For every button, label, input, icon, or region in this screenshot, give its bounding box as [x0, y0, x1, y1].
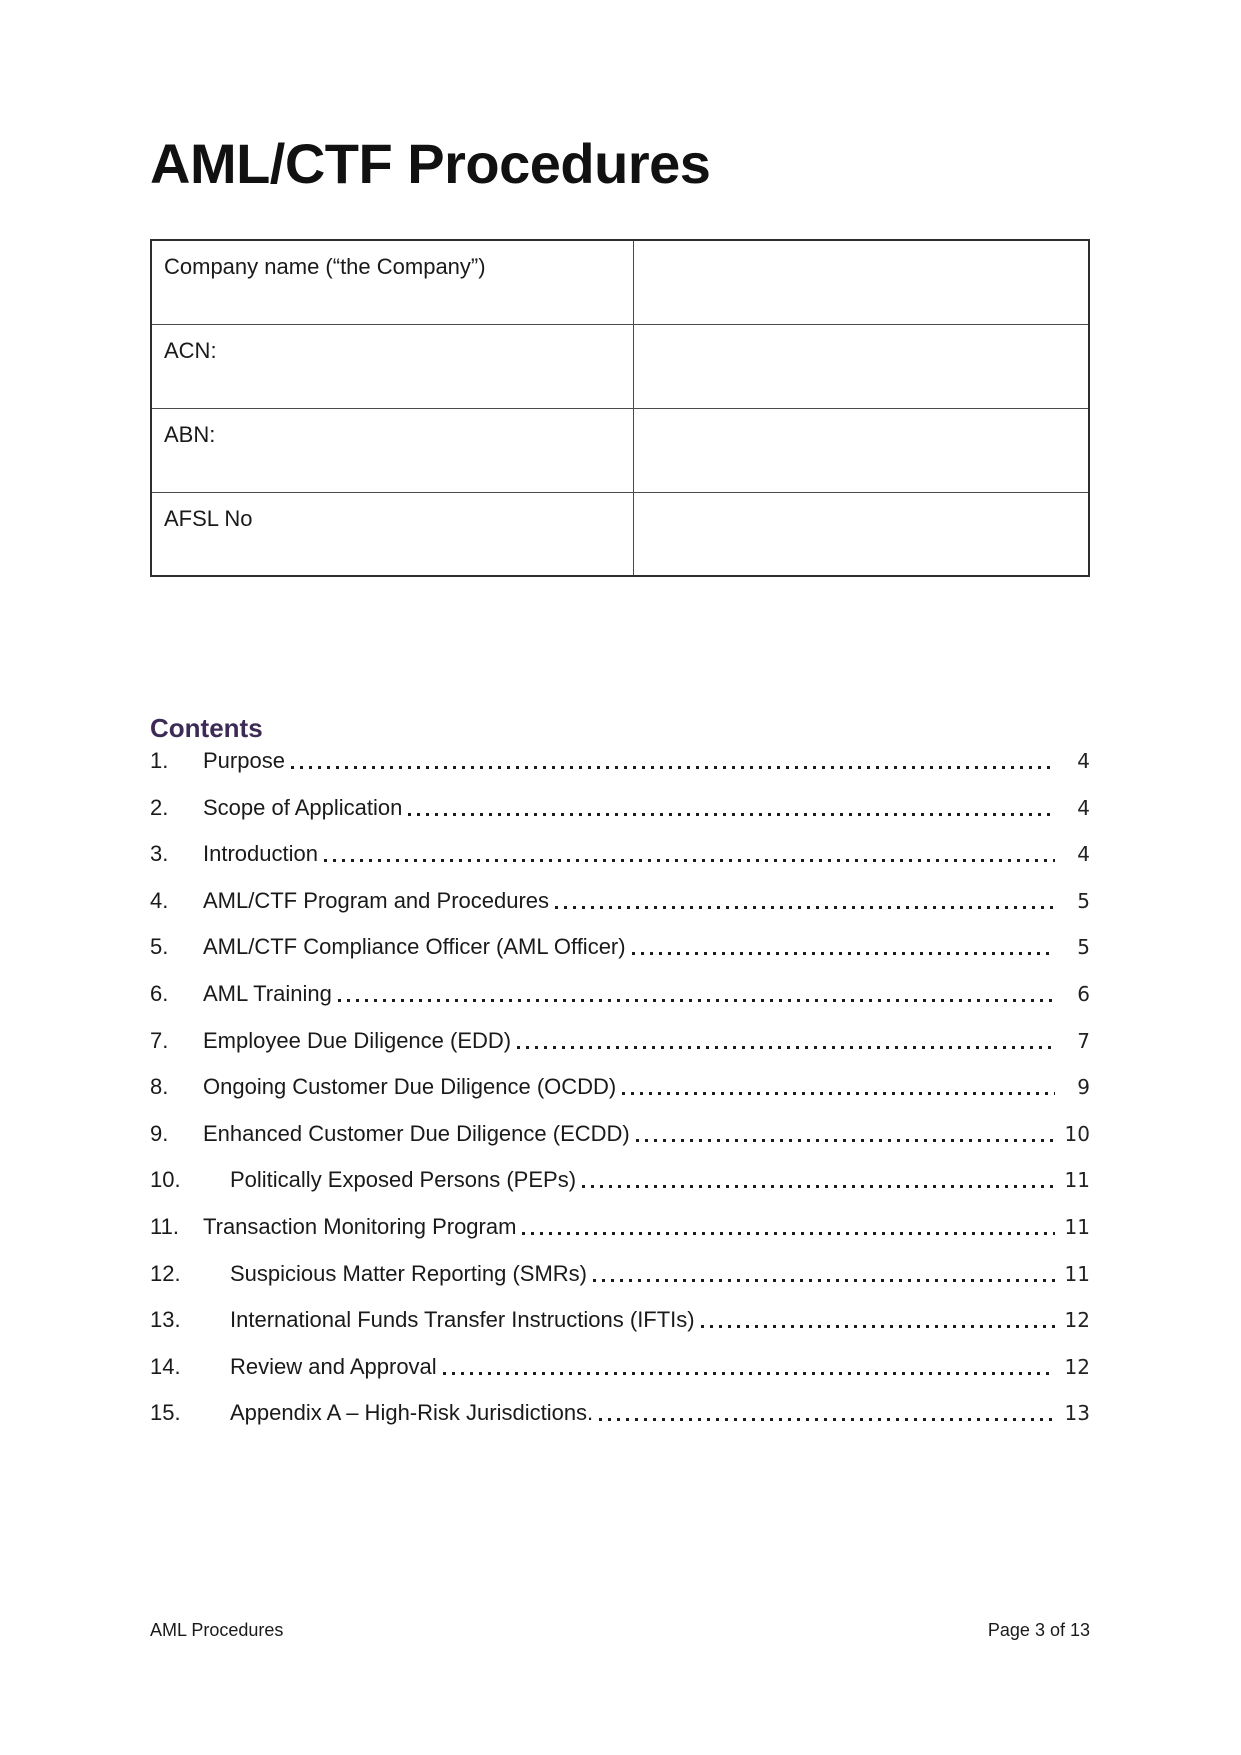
toc-dot-leader: [522, 1214, 1055, 1240]
toc-item[interactable]: [150, 1261, 1090, 1287]
toc-item[interactable]: [150, 1307, 1090, 1333]
toc-item-title: Appendix A – High-Risk Jurisdictions.: [230, 1400, 594, 1426]
toc-item-page: 9: [1077, 1075, 1090, 1100]
toc-dot-leader: [636, 1121, 1055, 1147]
info-table-label: ACN:: [164, 337, 217, 363]
toc-item-number: 2.: [150, 794, 169, 820]
toc-item[interactable]: [150, 748, 1090, 774]
toc-item-number: 11.: [150, 1213, 179, 1239]
toc-item-title: AML Training: [203, 980, 332, 1006]
info-table-value-cell: [633, 324, 1089, 408]
footer-document-name: AML Procedures: [150, 1620, 284, 1640]
toc-item-page: 5: [1077, 935, 1090, 960]
info-table-row: [151, 408, 1089, 492]
toc-item[interactable]: [150, 1074, 1090, 1100]
footer-page-number: Page 3 of 13: [987, 1620, 1090, 1640]
toc-dot-leader: [443, 1354, 1055, 1380]
info-table-label: Company name (“the Company”): [164, 254, 486, 279]
toc-item-page: 11: [1064, 1214, 1090, 1239]
info-table-label: ABN:: [164, 421, 216, 447]
company-info-table: [150, 239, 1090, 577]
page-footer: [150, 1620, 1090, 1641]
toc-item-page: 5: [1077, 888, 1090, 913]
info-table-row: [151, 324, 1089, 408]
toc-item-number: 8.: [150, 1074, 169, 1100]
toc-item-title: Employee Due Diligence (EDD): [203, 1027, 512, 1053]
toc-item-number: 9.: [150, 1120, 169, 1146]
toc-item-page: 4: [1077, 842, 1090, 867]
toc-item-number: 4.: [150, 887, 169, 913]
table-of-contents: [150, 748, 1090, 1447]
toc-item-number: 10.: [150, 1167, 181, 1193]
toc-dot-leader: [408, 795, 1055, 821]
toc-item[interactable]: [150, 934, 1090, 960]
toc-dot-leader: [622, 1074, 1055, 1100]
info-table-value-cell: [633, 240, 1089, 324]
toc-item-title: Suspicious Matter Reporting (SMRs): [230, 1260, 588, 1286]
toc-item[interactable]: [150, 1121, 1090, 1147]
toc-item-title: Transaction Monitoring Program: [203, 1213, 517, 1239]
toc-item[interactable]: [150, 888, 1090, 914]
contents-heading: Contents: [150, 713, 263, 743]
toc-item[interactable]: [150, 981, 1090, 1007]
info-table-label-cell: [151, 408, 633, 492]
toc-dot-leader: [593, 1261, 1055, 1287]
toc-item-page: 6: [1077, 981, 1090, 1006]
toc-item[interactable]: [150, 795, 1090, 821]
toc-item-title: Scope of Application: [203, 794, 403, 820]
toc-item-page: 13: [1064, 1401, 1090, 1426]
toc-item[interactable]: [150, 1167, 1090, 1193]
toc-item-number: 7.: [150, 1027, 169, 1053]
toc-item-title: Introduction: [203, 841, 318, 867]
page-title: AML/CTF Procedures: [150, 132, 711, 195]
toc-item-page: 7: [1077, 1028, 1090, 1053]
info-table-row: [151, 492, 1089, 576]
info-table-value-cell: [633, 492, 1089, 576]
toc-item-title: AML/CTF Compliance Officer (AML Officer): [203, 934, 626, 960]
toc-item-page: 11: [1064, 1168, 1090, 1193]
toc-item-page: 4: [1077, 749, 1090, 773]
toc-item[interactable]: [150, 1028, 1090, 1054]
toc-item-number: 5.: [150, 934, 169, 960]
toc-dot-leader: [632, 934, 1055, 960]
toc-item-page: 12: [1064, 1308, 1090, 1333]
toc-item[interactable]: [150, 841, 1090, 867]
toc-item-title: International Funds Transfer Instructions (IFTIs): [230, 1307, 695, 1333]
toc-dot-leader: [701, 1307, 1055, 1333]
info-table-label-cell: [151, 324, 633, 408]
toc-dot-leader: [517, 1028, 1055, 1054]
toc-item-number: 1.: [150, 748, 169, 773]
toc-item-title: AML/CTF Program and Procedures: [203, 887, 550, 913]
toc-item[interactable]: [150, 1400, 1090, 1426]
toc-item-title: Purpose: [203, 748, 285, 773]
toc-item-number: 6.: [150, 980, 169, 1006]
toc-item-number: 12.: [150, 1260, 181, 1286]
toc-item-number: 13.: [150, 1307, 181, 1333]
toc-item[interactable]: [150, 1354, 1090, 1380]
toc-dot-leader: [338, 981, 1055, 1007]
toc-item-title: Review and Approval: [230, 1353, 437, 1379]
toc-item-title: Politically Exposed Persons (PEPs): [230, 1167, 577, 1193]
toc-dot-leader: [324, 841, 1055, 867]
info-table-label-cell: [151, 240, 633, 324]
info-table-label-cell: [151, 492, 633, 576]
toc-item-page: 12: [1064, 1354, 1090, 1379]
toc-dot-leader: [291, 748, 1055, 774]
toc-dot-leader: [582, 1167, 1055, 1193]
toc-item-page: 4: [1077, 795, 1090, 820]
info-table-value-cell: [633, 408, 1089, 492]
info-table-row: [151, 240, 1089, 324]
toc-item-page: 10: [1064, 1121, 1090, 1146]
toc-item-number: 3.: [150, 841, 169, 867]
toc-item-page: 11: [1064, 1261, 1090, 1286]
toc-item-number: 14.: [150, 1353, 181, 1379]
info-table-label: AFSL No: [164, 505, 253, 531]
toc-item-number: 15.: [150, 1400, 181, 1426]
toc-item-title: Ongoing Customer Due Diligence (OCDD): [203, 1074, 617, 1100]
toc-dot-leader: [555, 888, 1055, 914]
toc-dot-leader: [599, 1400, 1055, 1426]
toc-item[interactable]: [150, 1214, 1090, 1240]
toc-item-title: Enhanced Customer Due Diligence (ECDD): [203, 1120, 630, 1146]
